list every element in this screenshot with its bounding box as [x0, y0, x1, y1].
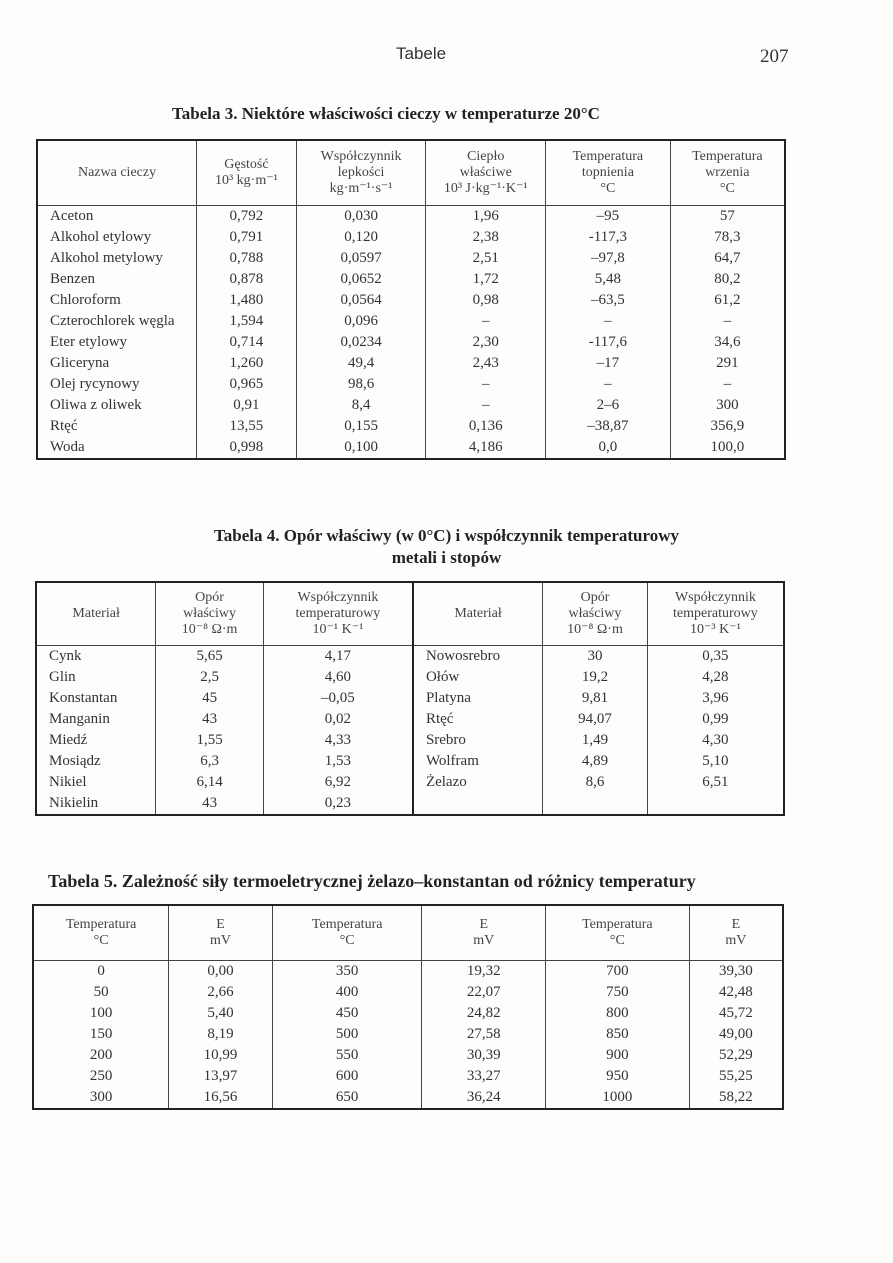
table-cell: Rtęć: [413, 709, 543, 730]
column-header: [263, 582, 413, 646]
table-cell: Oliwa z oliwek: [50, 397, 142, 413]
table-row: [37, 206, 785, 228]
table-cell: –95: [546, 206, 671, 228]
column-header-line: °C: [719, 181, 735, 196]
column-header: [156, 582, 264, 646]
table-cell: 16,56: [169, 1087, 273, 1109]
column-header-line: E: [479, 917, 489, 932]
table-cell: 0,878: [197, 269, 297, 290]
column-header-line: 10⁻⁸ Ω·m: [567, 622, 623, 637]
table-cell: –38,87: [546, 416, 671, 437]
table-cell: –: [546, 311, 671, 332]
table-cell: 0,155: [296, 416, 426, 437]
page-number: 207: [760, 46, 789, 67]
column-header: [543, 582, 648, 646]
column-header: [296, 140, 426, 206]
table-cell: 24,82: [422, 1003, 546, 1024]
column-header-line: temperaturowy: [673, 606, 758, 621]
column-header: [413, 582, 543, 646]
column-header-line: właściwy: [183, 606, 236, 621]
column-header-line: kg·m⁻¹·s⁻¹: [329, 181, 393, 196]
table-cell: Eter etylowy: [50, 334, 128, 350]
column-header-line: właściwe: [459, 165, 512, 180]
table-cell: 6,14: [156, 772, 264, 793]
column-header-line: Temperatura: [572, 149, 644, 164]
column-header-line: °C: [609, 933, 625, 948]
table-cell: 19,32: [422, 961, 546, 983]
table-row: [37, 248, 785, 269]
table-cell: Nikiel: [49, 774, 87, 790]
table-row: [36, 751, 784, 772]
table-cell: Nowosrebro: [413, 646, 543, 668]
table-cell: 0,91: [197, 395, 297, 416]
column-header-line: Materiał: [454, 606, 502, 621]
table-cell: Srebro: [413, 730, 543, 751]
column-header-line: 10⁻⁸ Ω·m: [181, 622, 238, 637]
table-cell: 43: [156, 709, 264, 730]
table-cell: 300: [670, 395, 785, 416]
table-cell: 8,4: [296, 395, 426, 416]
column-header-line: mV: [473, 933, 495, 948]
table-row: [33, 1024, 783, 1045]
table-cell: Gliceryna: [50, 355, 110, 371]
table-cell: 150: [89, 1026, 113, 1042]
table-cell: 500: [272, 1024, 422, 1045]
table-cell: 13,55: [197, 416, 297, 437]
table4-title-line2: metali i stopów: [391, 548, 502, 567]
table-cell: 30: [543, 646, 648, 668]
table-cell: 8,6: [543, 772, 648, 793]
table-cell: 1,96: [426, 206, 546, 228]
table-cell: 2,51: [426, 248, 546, 269]
table-cell: –63,5: [546, 290, 671, 311]
table-cell: 0,02: [263, 709, 413, 730]
table-cell: 300: [89, 1089, 113, 1105]
table-cell: 6,3: [156, 751, 264, 772]
table-cell: 0,0597: [296, 248, 426, 269]
table-cell: 34,6: [670, 332, 785, 353]
table-cell: 1,55: [156, 730, 264, 751]
column-header-line: Gęstość: [224, 157, 269, 172]
table-cell: 0,788: [197, 248, 297, 269]
table-cell: 1000: [546, 1087, 690, 1109]
column-header-line: temperaturowy: [295, 606, 381, 621]
table-cell: 55,25: [689, 1066, 783, 1087]
table-cell: 64,7: [670, 248, 785, 269]
table-cell: -117,3: [546, 227, 671, 248]
table-cell: 1,72: [426, 269, 546, 290]
table-cell: 30,39: [422, 1045, 546, 1066]
table4: [35, 581, 785, 816]
table-cell: –17: [546, 353, 671, 374]
table-row: [36, 646, 784, 668]
table-cell: 200: [89, 1047, 113, 1063]
column-header-line: °C: [93, 933, 109, 948]
table-row: [33, 1087, 783, 1109]
table-cell: Rtęć: [50, 418, 78, 434]
column-header: [37, 140, 197, 206]
column-header-line: Opór: [580, 590, 610, 605]
table-cell: 0,23: [263, 793, 413, 815]
table-cell: 58,22: [689, 1087, 783, 1109]
header-row: [37, 140, 785, 206]
column-header-line: E: [216, 917, 225, 932]
table-cell: Czterochlorek węgla: [50, 313, 175, 329]
table-cell: 650: [272, 1087, 422, 1109]
table-cell: –0,05: [263, 688, 413, 709]
table-cell: Alkohol etylowy: [50, 229, 152, 245]
table-cell: –: [670, 311, 785, 332]
table-cell: 4,89: [543, 751, 648, 772]
column-header: [546, 140, 671, 206]
table-row: [37, 416, 785, 437]
table-cell: 50: [93, 984, 109, 1000]
table-cell: 4,33: [263, 730, 413, 751]
table-cell: Woda: [50, 439, 85, 455]
column-header-line: Temperatura: [311, 917, 383, 932]
table-cell: 0,120: [296, 227, 426, 248]
table-cell: 61,2: [670, 290, 785, 311]
table-cell: 450: [272, 1003, 422, 1024]
table-row: [37, 353, 785, 374]
table-cell: 600: [272, 1066, 422, 1087]
table-cell: 800: [546, 1003, 690, 1024]
table-row: [37, 374, 785, 395]
table-cell: 5,40: [169, 1003, 273, 1024]
table-cell: 5,48: [546, 269, 671, 290]
table-cell: Olej rycynowy: [50, 376, 140, 392]
table-row: [37, 311, 785, 332]
table-cell: 5,10: [647, 751, 784, 772]
table-cell: 4,186: [426, 437, 546, 459]
table-cell: 350: [272, 961, 422, 983]
table-cell: 0,0564: [296, 290, 426, 311]
table-cell: 100: [89, 1005, 113, 1021]
table-cell: 5,65: [156, 646, 264, 668]
table-cell: 250: [89, 1068, 113, 1084]
table-row: [37, 437, 785, 459]
table-cell: 0,35: [647, 646, 784, 668]
column-header-line: właściwy: [568, 606, 622, 621]
column-header-line: Nazwa cieczy: [77, 165, 157, 180]
table-cell: 13,97: [169, 1066, 273, 1087]
table-cell: –97,8: [546, 248, 671, 269]
column-header-line: °C: [339, 933, 355, 948]
table-cell: 950: [546, 1066, 690, 1087]
table-cell: 43: [156, 793, 264, 815]
table-cell: 356,9: [670, 416, 785, 437]
table-cell: 94,07: [543, 709, 648, 730]
table-cell: Cynk: [49, 648, 82, 664]
table-cell: 6,92: [263, 772, 413, 793]
table-cell: 8,19: [169, 1024, 273, 1045]
column-header: [422, 905, 546, 961]
table-cell: Alkohol metylowy: [50, 250, 163, 266]
table-cell: 4,28: [647, 667, 784, 688]
table-cell: 0,965: [197, 374, 297, 395]
table-cell: 49,00: [689, 1024, 783, 1045]
table-cell: 0,714: [197, 332, 297, 353]
column-header-line: Ciepło: [467, 149, 505, 164]
table-cell: 0,0: [546, 437, 671, 459]
table-cell: 4,30: [647, 730, 784, 751]
table-cell: 2,5: [156, 667, 264, 688]
table-cell: 400: [272, 982, 422, 1003]
table-cell: [647, 793, 784, 815]
table-cell: 45,72: [689, 1003, 783, 1024]
table-cell: Mosiądz: [49, 753, 101, 769]
table-cell: Aceton: [50, 208, 94, 224]
table-row: [37, 227, 785, 248]
table-row: [36, 709, 784, 730]
table-cell: 2–6: [546, 395, 671, 416]
table-cell: 0,096: [296, 311, 426, 332]
table4-title: [0, 525, 893, 569]
table-cell: 80,2: [670, 269, 785, 290]
table-cell: 10,99: [169, 1045, 273, 1066]
table-cell: 0,99: [647, 709, 784, 730]
table-cell: Wolfram: [413, 751, 543, 772]
table-cell: 0,00: [169, 961, 273, 983]
table5: [32, 904, 784, 1110]
table-cell: 1,594: [197, 311, 297, 332]
table-cell: Manganin: [49, 711, 110, 727]
table-cell: 52,29: [689, 1045, 783, 1066]
table-cell: 57: [670, 206, 785, 228]
column-header-line: mV: [725, 933, 747, 948]
table-cell: 36,24: [422, 1087, 546, 1109]
table-row: [36, 688, 784, 709]
table-row: [36, 667, 784, 688]
column-header: [670, 140, 785, 206]
table-row: [33, 982, 783, 1003]
column-header-line: Opór: [195, 590, 224, 605]
header-row: [33, 905, 783, 961]
table-cell: 4,17: [263, 646, 413, 668]
table-row: [33, 1003, 783, 1024]
table5-title: Tabela 5. Zależność siły termoeletrycznej żelazo–konstantan od różnicy temperatury: [48, 871, 696, 891]
table3-title: Tabela 3. Niektóre właściwości cieczy w temperaturze 20°C: [172, 104, 600, 123]
column-header-line: °C: [600, 181, 616, 196]
table-cell: Chloroform: [50, 292, 121, 308]
table-cell: –: [426, 395, 546, 416]
table-cell: 700: [546, 961, 690, 983]
table-cell: 45: [156, 688, 264, 709]
table-cell: 1,49: [543, 730, 648, 751]
column-header-line: Współczynnik: [674, 590, 756, 605]
table-cell: 1,53: [263, 751, 413, 772]
table-cell: 49,4: [296, 353, 426, 374]
table-cell: -117,6: [546, 332, 671, 353]
table-cell: 0,136: [426, 416, 546, 437]
table-cell: –: [426, 311, 546, 332]
column-header: [689, 905, 783, 961]
column-header-line: Temperatura: [582, 917, 653, 932]
table4-title-line1: Tabela 4. Opór właściwy (w 0°C) i współczynnik temperaturowy: [213, 526, 680, 545]
table-cell: 4,60: [263, 667, 413, 688]
table-cell: Platyna: [413, 688, 543, 709]
column-header-line: topnienia: [581, 165, 634, 180]
table-cell: 42,48: [689, 982, 783, 1003]
table-cell: 0: [97, 963, 105, 979]
table-cell: 33,27: [422, 1066, 546, 1087]
table-cell: 0,98: [426, 290, 546, 311]
table-cell: 22,07: [422, 982, 546, 1003]
table-cell: 27,58: [422, 1024, 546, 1045]
table-cell: [413, 793, 543, 815]
table-cell: 19,2: [543, 667, 648, 688]
table-cell: 0,100: [296, 437, 426, 459]
table-row: [33, 961, 783, 983]
table-cell: –: [670, 374, 785, 395]
table-cell: 291: [670, 353, 785, 374]
table-row: [36, 772, 784, 793]
column-header: [169, 905, 273, 961]
column-header-line: 10⁻³ K⁻¹: [690, 622, 741, 637]
table-row: [33, 1045, 783, 1066]
column-header-line: Temperatura: [65, 917, 137, 932]
table-cell: 0,791: [197, 227, 297, 248]
column-header-line: lepkości: [337, 165, 385, 180]
column-header-line: wrzenia: [705, 165, 750, 180]
table-cell: Żelazo: [413, 772, 543, 793]
table-cell: 2,30: [426, 332, 546, 353]
table-row: [36, 793, 784, 815]
table-cell: 0,0234: [296, 332, 426, 353]
table-cell: 3,96: [647, 688, 784, 709]
table-cell: 0,030: [296, 206, 426, 228]
column-header: [272, 905, 422, 961]
table-cell: 100,0: [670, 437, 785, 459]
column-header-line: 10³ kg·m⁻¹: [214, 173, 278, 188]
table3: [36, 139, 786, 460]
column-header: [36, 582, 156, 646]
column-header: [33, 905, 169, 961]
table-row: [36, 730, 784, 751]
table-cell: Miedź: [49, 732, 88, 748]
table-cell: 2,43: [426, 353, 546, 374]
column-header-line: Materiał: [72, 606, 120, 621]
table-cell: [543, 793, 648, 815]
table-cell: 9,81: [543, 688, 648, 709]
table-cell: 2,66: [169, 982, 273, 1003]
table-row: [33, 1066, 783, 1087]
table-cell: Konstantan: [49, 690, 118, 706]
column-header-line: Współczynnik: [297, 590, 379, 605]
column-header-line: E: [731, 917, 741, 932]
column-header: [546, 905, 690, 961]
column-header-line: 10⁻¹ K⁻¹: [312, 622, 364, 637]
table-row: [37, 395, 785, 416]
running-header: Tabele: [396, 44, 447, 63]
table-row: [37, 269, 785, 290]
table-row: [37, 332, 785, 353]
table-cell: Nikielin: [49, 795, 99, 811]
table-cell: 0,792: [197, 206, 297, 228]
column-header-line: Współczynnik: [320, 149, 402, 164]
table-cell: 1,260: [197, 353, 297, 374]
table-cell: 2,38: [426, 227, 546, 248]
table-cell: 0,0652: [296, 269, 426, 290]
column-header-line: mV: [210, 933, 232, 948]
column-header: [426, 140, 546, 206]
table-cell: –: [546, 374, 671, 395]
table-cell: –: [426, 374, 546, 395]
table-row: [37, 290, 785, 311]
header-row: [36, 582, 784, 646]
table-cell: 850: [546, 1024, 690, 1045]
table-cell: 750: [546, 982, 690, 1003]
table-cell: 78,3: [670, 227, 785, 248]
column-header: [647, 582, 784, 646]
table-cell: Glin: [49, 669, 76, 685]
column-header-line: 10³ J·kg⁻¹·K⁻¹: [443, 181, 528, 196]
table-cell: Benzen: [50, 271, 95, 287]
table-cell: 6,51: [647, 772, 784, 793]
table-cell: 1,480: [197, 290, 297, 311]
table-cell: 550: [272, 1045, 422, 1066]
table-cell: Ołów: [413, 667, 543, 688]
table-cell: 0,998: [197, 437, 297, 459]
table-cell: 39,30: [689, 961, 783, 983]
table-cell: 900: [546, 1045, 690, 1066]
column-header-line: Temperatura: [692, 149, 763, 164]
table-cell: 98,6: [296, 374, 426, 395]
column-header: [197, 140, 297, 206]
